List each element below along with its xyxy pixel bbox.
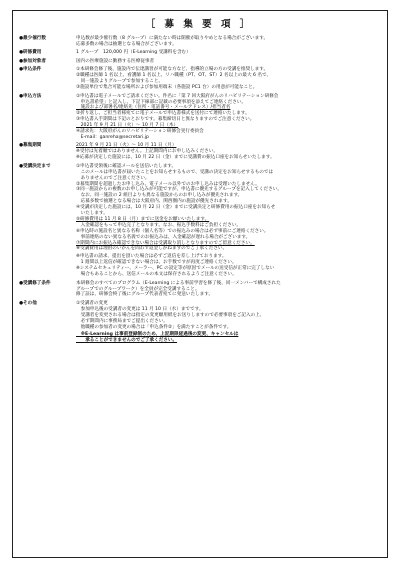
text-line: 同一施設よりグループで参加すること。 — [76, 79, 164, 85]
text-line: ⑥申込時の施設名と異なる名称（個人名等）での振込みの場合は必ず事前にご連絡ください。 — [76, 228, 269, 234]
section-label: ●その他 — [19, 300, 37, 306]
section-label: ●受講修了条件 — [19, 280, 51, 286]
text-line: ありませんのでご注意ください。 — [76, 175, 150, 181]
section-label: ●最少催行数 — [19, 36, 46, 41]
section-content — [76, 94, 379, 141]
text-line: 承ることができませんのでご了承ください。 — [76, 338, 178, 344]
text-line: 受講者を変更される場合は指定の変更願用紙をお送りしますので必要事項をご記入の上、 — [76, 312, 265, 318]
section-recruitment-period — [19, 143, 379, 161]
text-line: ②職種は医師 1 名以上、看護師 1 名以上、リハ職種（PT、OT、ST）2 名以上の最大 6 名で、 — [76, 73, 272, 79]
section-content — [76, 301, 379, 344]
section-content — [76, 143, 379, 161]
section-min-participants — [19, 36, 379, 48]
text-line: 必ず期間内に事務局までご提出ください。 — [76, 318, 168, 324]
text-line: 参加申込後の受講者の変更は 11 月 10 日（水）までです。 — [76, 306, 204, 312]
text-line: 応募多数で抽選となる場合は大阪府内、関西圏内の施設が優先されます。 — [76, 199, 232, 205]
section-label: ●申込方法 — [19, 93, 42, 99]
text-line: 本研修会のすべてのプログラム（E-Learning による事前学習を修了後、同一メンバーで構成された — [76, 280, 281, 286]
text-line: グループでのグループワーク）を全員が完全受講すること。 — [76, 286, 200, 292]
section-label: ●研修費用 — [19, 50, 42, 56]
page-title: ［ 募 集 要 項 ］ — [145, 19, 253, 30]
text-line: 2021 年 9 月 21 日（火）～ 10 月 7 日（木） — [76, 123, 179, 129]
section-fee — [19, 50, 379, 56]
text-line: いたします。 — [76, 211, 108, 217]
text-line: ①申込書は電子メールでご請求ください。件名に「第 7 回大阪府がんのリハビリテーション研修会 — [76, 93, 279, 99]
text-line: 事前連絡のない異なる名義でのお振込みは、入金確認が遅れる場合がございます。 — [76, 234, 251, 240]
text-line: なお、同一施設の 2 組目よりも異なる施設からのお申し込みが優先されます。 — [76, 193, 243, 199]
text-line: ④請求先：大阪府がんのリハビリテーション研修会実行委員会 — [76, 129, 204, 135]
text-line: 入金確認をもって申込完了となります。なお、振込手数料はご負担ください。 — [76, 222, 242, 228]
text-line: 1 週間以上返信が確認できない場合は、お手数ですが再度ご連絡ください。 — [76, 260, 237, 266]
section-content — [76, 67, 379, 91]
text-line: ①受講者の変更 — [76, 300, 108, 306]
text-line: 申込数が最少催行数（8 グループ）に満たない時は開催が取りやめとなる場合がございます。 — [76, 36, 269, 41]
text-line: ①本研修会修了後、施設内で伝達講習が可能な方など、指導的立場の方の受講を推奨します。 — [76, 67, 269, 73]
section-content — [76, 50, 379, 56]
section-content — [76, 59, 379, 65]
text-line: ※システムセキュリティー、メーラー、PC の設定等が原因でメールの送受信が正常に完了しない — [76, 266, 275, 272]
section-application-method — [19, 94, 379, 141]
text-line: ※受付は先着順ではありません。上記期間内にお申し込みください。 — [76, 149, 218, 155]
text-line: ※応募が決定した施設には、10 月 22 日（金）までに受講費の振込口座をお知らせいたします。 — [76, 155, 275, 161]
text-line: 申込書希望」と記入し、下記下線部に記載の必要事項を添えてご連絡ください。 — [76, 99, 246, 105]
text-line: ④受講が決定した施設には、10 月 22 日（金）までに受講決定と研修費用の振込口座をお知らせ — [76, 205, 276, 211]
text-line: ※E-Learning は事前登録制のため、上記期限経過後の変更、キャンセルは — [76, 332, 239, 338]
section-conditions — [19, 67, 379, 91]
text-line: 施設および部署名/連絡先（住所・電話番号・メールアドレス）/担当者名 — [76, 105, 231, 111]
section-content — [76, 164, 379, 278]
section-content — [76, 281, 379, 299]
text-line: このメールは申込書が届いたことをお知らせするもので、受講の決定をお知らせするものでは — [76, 169, 274, 175]
text-line: ③申込書入手期間は下記のとおりです。募集締切日と異なりますのでご注意ください。 — [76, 117, 255, 123]
text-line: ②募集期間を超過したお申し込み、電子メール以外でのお申し込みは受理いたしません。 — [76, 181, 260, 187]
text-line: 2021 年 9 月 21 日（火）～ 10 月 11 日（月） — [76, 143, 177, 149]
text-line: 修了証は、研修会終了後にグループ代表者宛てに発送いたします。 — [76, 292, 214, 298]
section-completion — [19, 281, 379, 299]
section-target — [19, 59, 379, 65]
text-line: ③同一施設からの複数のお申し込みが可能ですが、申込書に優先するグループを記入してください。 — [76, 187, 282, 193]
text-line: 国内の医療施設に勤務する医療従事者 — [76, 58, 155, 64]
section-label: ●募集期間 — [19, 143, 42, 149]
section-label: ●受講決定まで — [19, 163, 51, 169]
email-address[interactable]: E-mail：ganreha@secretari.jp — [76, 134, 149, 140]
text-line: 応募多数の場合は抽選となる場合がございます。 — [76, 41, 177, 47]
text-line: ①申込書受領後に確認メールを送信いたします。 — [76, 163, 177, 169]
section-content — [76, 36, 379, 48]
section-label: ●申込条件 — [19, 67, 42, 73]
text-line: ③施設単位で集合可能な場所および参加用端末（各施設 PC1 台）の用意が可能なこと。 — [76, 85, 258, 91]
section-label: ●参加対象者 — [19, 58, 46, 64]
text-line: ⑧受講費用は理由のいかんを問わず返金しかねますのでご了承ください。 — [76, 246, 228, 252]
section-until-decision — [19, 164, 379, 278]
text-line: ⑦期間内にお振込み確認できない場合は受講取り消しとなりますのでご留意ください。 — [76, 240, 255, 246]
text-line: 1 グループ 120,000 円（E-Learning 受講料を含む） — [76, 50, 191, 56]
text-line: ※申込書の請求、提出を頂いた場合は必ずご返信を差し上げております。 — [76, 254, 227, 260]
text-line: 他職種の参加者の変更の場合は「申込条件②」を満たすことが条件です。 — [76, 324, 232, 330]
section-other — [19, 301, 379, 344]
text-line: 場合もあることから、送信メールの本文は保存されるようご注意ください。 — [76, 272, 237, 278]
text-line: ②折り返し、ご担当者様宛てに電子メールで申込書様式を送付にて連絡いたします。 — [76, 111, 250, 117]
text-line: ⑤研修費用は 11 月 8 日（月）までに送金をお願いいたします。 — [76, 216, 210, 222]
document-page — [12, 10, 388, 558]
